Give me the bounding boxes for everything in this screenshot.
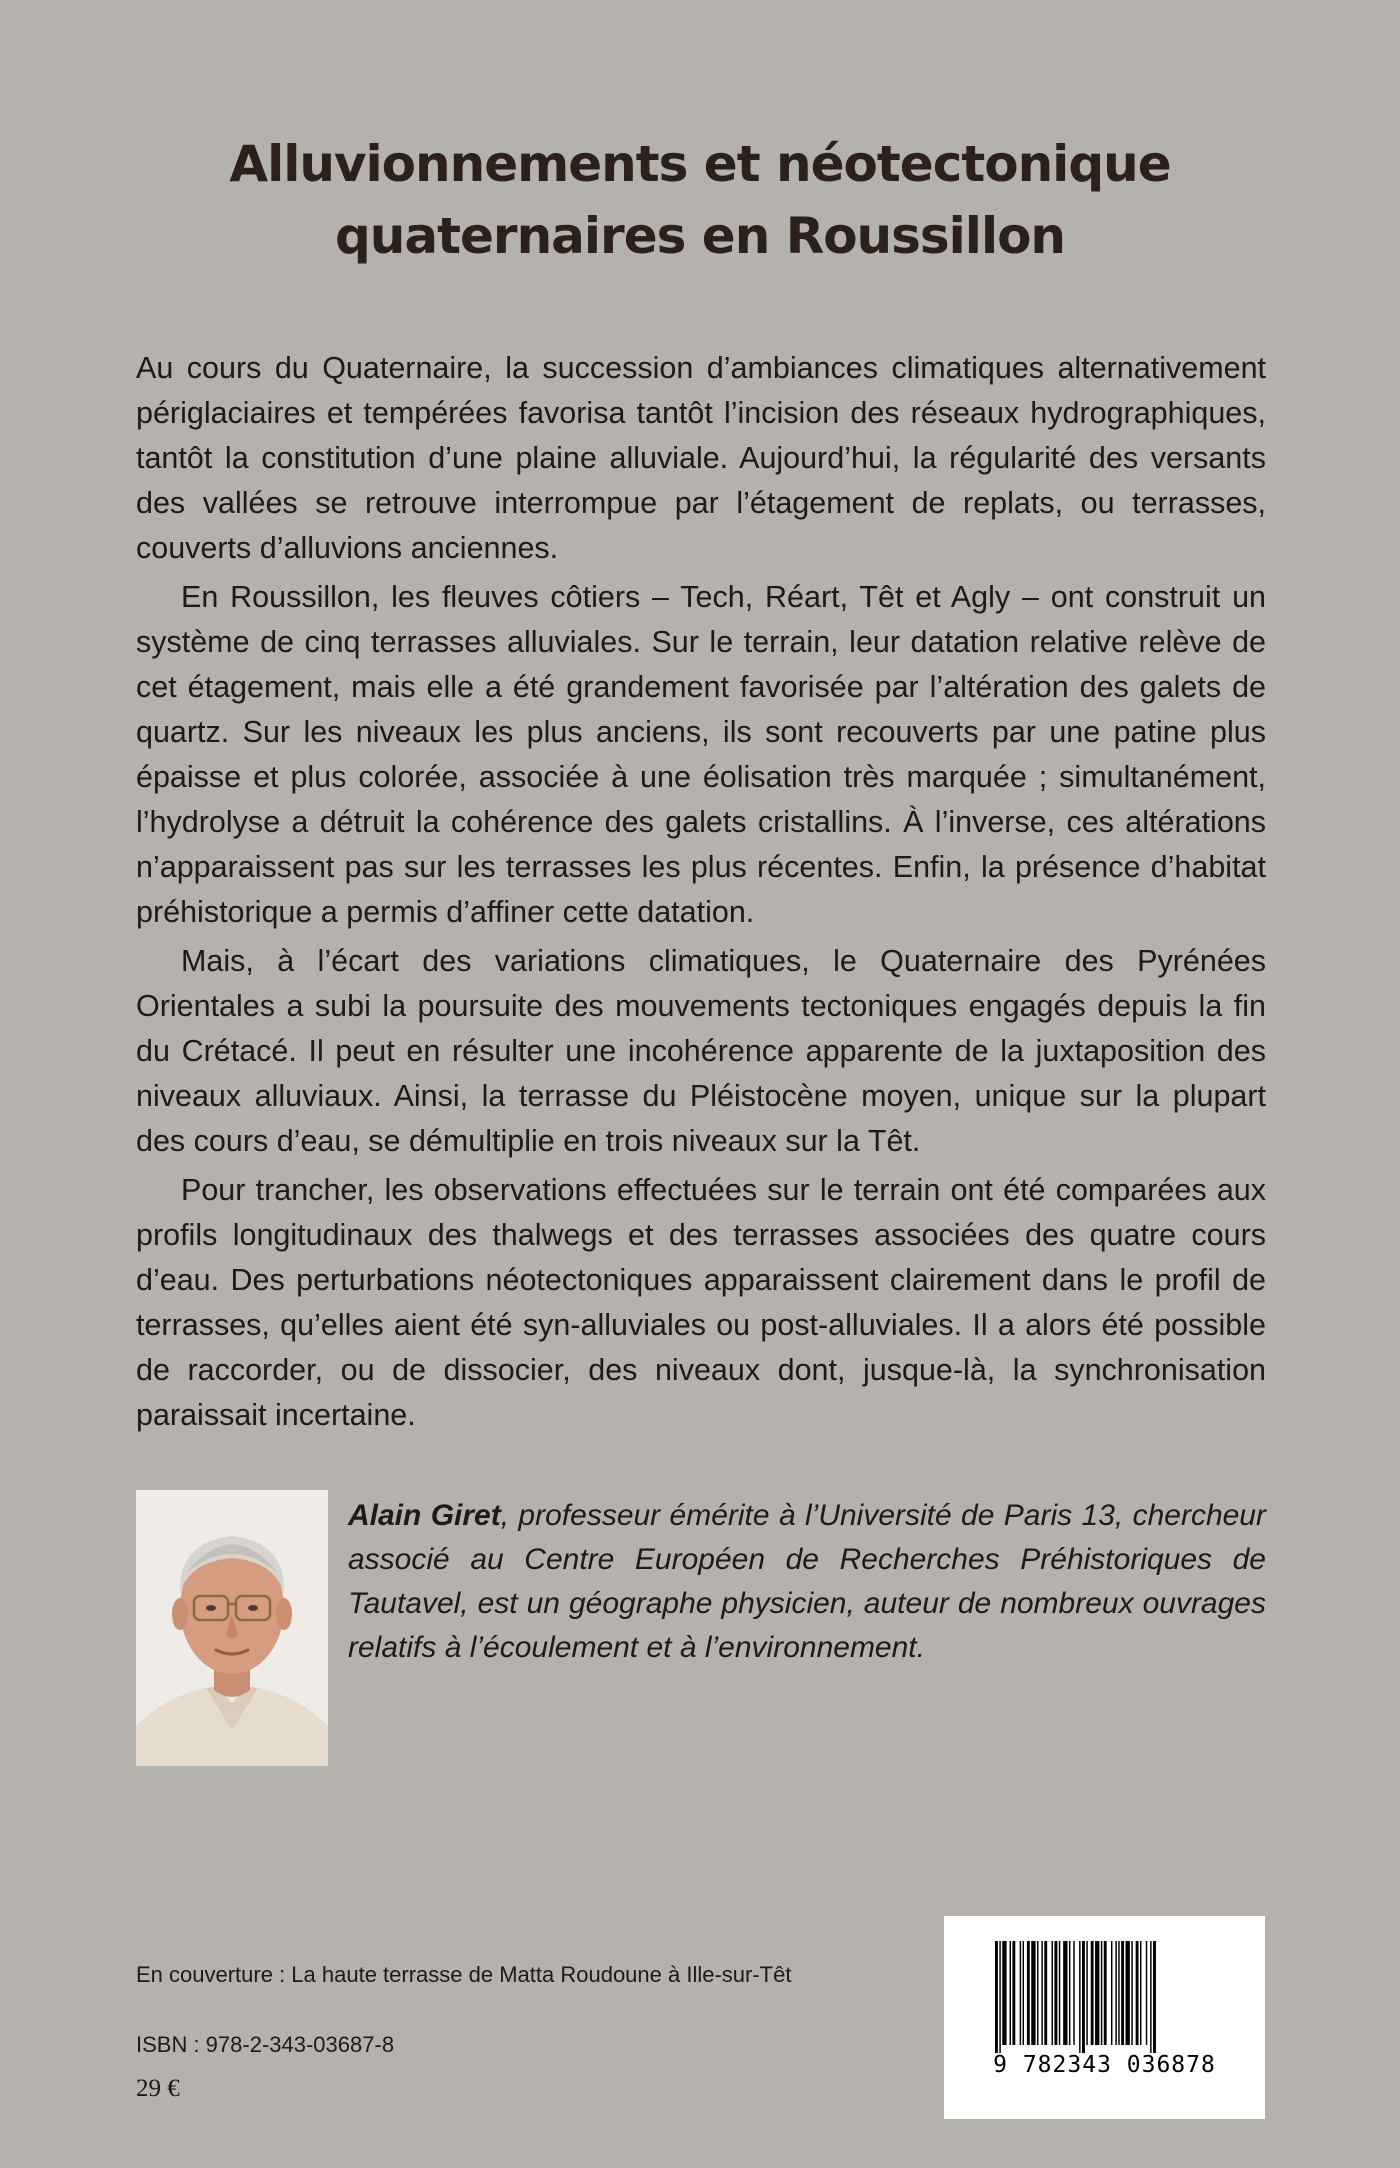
barcode-bar [1012,1941,1015,2045]
barcode-bar [1146,1941,1147,2045]
barcode-bar [1054,1941,1057,2045]
book-title [0,128,1400,272]
barcode-bar [999,1941,1000,2053]
barcode-bar [1073,1941,1074,2045]
barcode-bar [1063,1941,1067,2045]
barcode-bar [1118,1941,1119,2045]
barcode-bar [1079,1941,1080,2053]
author-bio [348,1494,1266,1670]
description-paragraph-1: Au cours du Quaternaire, la succession d’ambiances climatiques alternativement périglaciaires et tempérées favorisa tantôt l’incision des réseaux hydrographiques, tantôt la constitution d’une plaine alluviale. Aujourd’hui, la régularité des versants des vallées se retrouve interrompue par l’étagement de replats, ou terrasses, couverts d’alluvions anciennes. [136,351,1266,565]
price: 29 € [136,2075,180,2102]
barcode-bar [1041,1941,1042,2045]
barcode-digits: 9 782343 036878 [993,2052,1216,2078]
barcode-bar [1101,1941,1102,2045]
barcode-bar [1027,1941,1030,2045]
barcode-bar [1095,1941,1099,2045]
barcode-bar [1037,1941,1038,2045]
description-paragraph-2: En Roussillon, les fleuves côtiers – Tech, Réart, Têt et Agly – ont construit un système de cinq terrasses alluviales. Sur le terrain, leur datation relative relève de cet étagement, mais elle a été grandement favorisée par l’altération des galets de quartz. Sur les niveaux les plus anciens, ils sont recouverts par une patine plus épaisse et plus colorée, associée à une éolisation très marquée ; simultanément, l’hydrolyse a détruit la cohérence des galets cristallins. À l’inverse, ces altérations n’apparaissent pas sur les terrasses les plus récentes. Enfin, la présence d’habitat préhistorique a permis d’affiner cette datation. [136,580,1266,929]
barcode-bar [1111,1941,1112,2045]
author-name: Alain Giret [348,1499,501,1532]
barcode-bar [1044,1941,1047,2045]
isbn: ISBN : 978-2-343-03687-8 [136,2032,395,2057]
barcode [944,1916,1265,2119]
barcode-bar [995,1941,998,2053]
barcode-bar [1126,1941,1130,2045]
description-paragraph-3: Mais, à l’écart des variations climatiques, le Quaternaire des Pyrénées Orientales a subi la poursuite des mouvements tectoniques engagés depuis la fin du Crétacé. Il peut en résulter une incohérence apparente de la juxtaposition des niveaux alluviaux. Ainsi, la terrasse du Pléistocène moyen, unique sur la plupart des cours d’eau, se démultiplie en trois niveaux sur la Têt. [136,944,1266,1158]
barcode-bar [1031,1941,1035,2045]
barcode-bar [1069,1941,1070,2045]
barcode-bar [1115,1941,1116,2045]
barcode-bar [1010,1941,1011,2045]
book-description [136,346,1266,1442]
barcode-bar [1082,1941,1085,2053]
cover-credit: En couverture : La haute terrasse de Matta Roudoune à Ille-sur-Têt [136,1962,792,1987]
barcode-bar [1104,1941,1107,2045]
barcode-bar [1136,1941,1139,2045]
author-photo [136,1490,328,1766]
barcode-bar [1131,1941,1132,2045]
barcode-bar [1091,1941,1094,2045]
description-paragraph-4: Pour trancher, les observations effectuées sur le terrain ont été comparées aux profils longitudinaux des thalwegs et des terrasses associées des quatre cours d’eau. Des perturbations néotectoniques apparaissent clairement dans le profil de terrasses, qu’elles aient été syn-alluviales ou post-alluviales. Il a alors été possible de raccorder, ou de dissocier, des niveaux dont, jusque-là, la synchronisation paraissait incertaine. [136,1173,1266,1432]
book-title-line-2: quaternaires en Roussillon [334,207,1066,265]
barcode-bar [1023,1941,1024,2045]
author-bio-text: , professeur émérite à l’Université de Paris 13, chercheur associé au Centre Européen de Recherches Préhistoriques de Tautavel, est un géographe physicien, auteur de nombreux ouvrages relatifs à l’écoulement et à l’environnement. [348,1499,1266,1664]
barcode-bar [1150,1941,1151,2053]
barcode-bar [1059,1941,1060,2045]
barcode-bar [1052,1941,1053,2045]
barcode-bar [1153,1941,1156,2053]
barcode-bar [1086,1941,1087,2045]
barcode-bar [1140,1941,1141,2045]
barcode-bar [1020,1941,1021,2045]
barcode-bar [1002,1941,1006,2045]
book-title-line-1: Alluvionnements et néotectonique [229,135,1171,193]
barcode-bars [995,1941,1215,2053]
author-portrait-illustration [136,1490,328,1766]
barcode-bar [1121,1941,1124,2045]
